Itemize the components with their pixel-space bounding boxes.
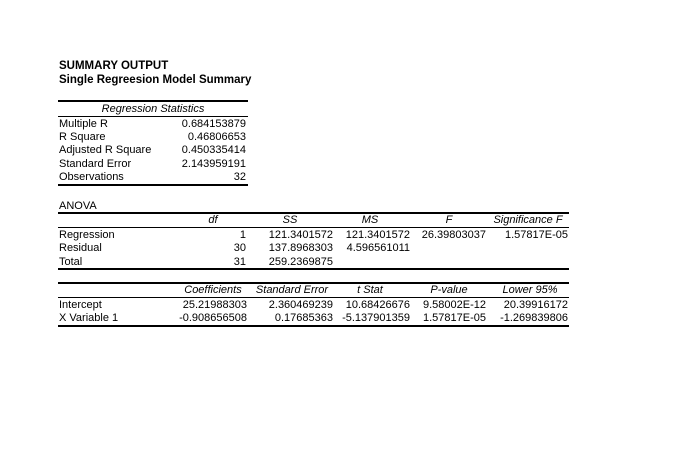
regstats-value-adj-r-square: 0.450335414 [181, 144, 246, 156]
regstats-value-std-error: 2.143959191 [181, 158, 246, 170]
anova-total-ss: 259.2369875 [268, 256, 333, 268]
regstats-label-multiple-r: Multiple R [59, 118, 108, 130]
model-subtitle: Single Regreesion Model Summary [59, 74, 252, 86]
coef-intercept-t-stat: 10.68426676 [345, 299, 410, 311]
regstats-value-multiple-r: 0.684153879 [181, 118, 246, 130]
regstats-bottom-rule [58, 184, 248, 186]
anova-header-rule [58, 227, 569, 228]
coef-row-label-x-variable-1: X Variable 1 [59, 312, 119, 324]
regstats-label-r-square: R Square [59, 131, 106, 143]
coef-intercept-coefficient: 25.21988303 [182, 299, 247, 311]
coef-header-standard-error: Standard Error [255, 284, 329, 296]
anova-total-df: 31 [233, 256, 246, 268]
anova-residual-ss: 137.8968303 [268, 242, 333, 254]
regstats-top-rule [58, 100, 248, 102]
regstats-label-observations: Observations [59, 171, 124, 183]
anova-header-df: df [208, 214, 218, 226]
anova-row-label-regression: Regression [59, 229, 115, 241]
regstats-header: Regression Statistics [101, 103, 205, 115]
anova-regression-f: 26.39803037 [421, 229, 486, 241]
coef-x1-t-stat: -5.137901359 [342, 312, 410, 324]
anova-header-ms: MS [361, 214, 379, 226]
regstats-value-r-square: 0.46806653 [187, 131, 246, 143]
coef-x1-lower-95: -1.269839806 [500, 312, 568, 324]
coef-x1-p-value: 1.57817E-05 [423, 312, 486, 324]
anova-regression-df: 1 [239, 229, 246, 241]
anova-regression-ms: 121.3401572 [345, 229, 410, 241]
coef-bottom-rule [58, 325, 569, 327]
anova-header-f: F [445, 214, 453, 226]
anova-label: ANOVA [59, 200, 97, 212]
coef-header-p-value: P-value [430, 284, 468, 296]
anova-row-label-residual: Residual [59, 242, 102, 254]
coef-x1-coefficient: -0.908656508 [179, 312, 247, 324]
anova-residual-ms: 4.596561011 [346, 242, 410, 254]
coef-intercept-p-value: 9.58002E-12 [423, 299, 486, 311]
regstats-value-observations: 32 [233, 171, 246, 183]
anova-residual-df: 30 [233, 242, 246, 254]
coef-row-label-intercept: Intercept [59, 299, 102, 311]
coef-header-coefficients: Coefficients [184, 284, 242, 296]
coef-header-t-stat: t Stat [357, 284, 383, 296]
anova-regression-ss: 121.3401572 [268, 229, 333, 241]
regstats-header-rule [58, 116, 248, 117]
coef-x1-std-error: 0.17685363 [274, 312, 333, 324]
coef-header-rule [58, 297, 569, 298]
anova-header-significance-f: Significance F [493, 214, 563, 226]
anova-regression-sig-f: 1.57817E-05 [505, 229, 568, 241]
anova-row-label-total: Total [59, 256, 83, 268]
coef-header-lower-95: Lower 95% [502, 284, 558, 296]
summary-title: SUMMARY OUTPUT [59, 60, 169, 72]
coef-intercept-std-error: 2.360469239 [268, 299, 333, 311]
anova-header-ss: SS [282, 214, 298, 226]
regstats-label-std-error: Standard Error [59, 158, 132, 170]
coef-intercept-lower-95: 20.39916172 [503, 299, 568, 311]
regstats-label-adj-r-square: Adjusted R Square [59, 144, 152, 156]
anova-bottom-rule [58, 268, 569, 270]
